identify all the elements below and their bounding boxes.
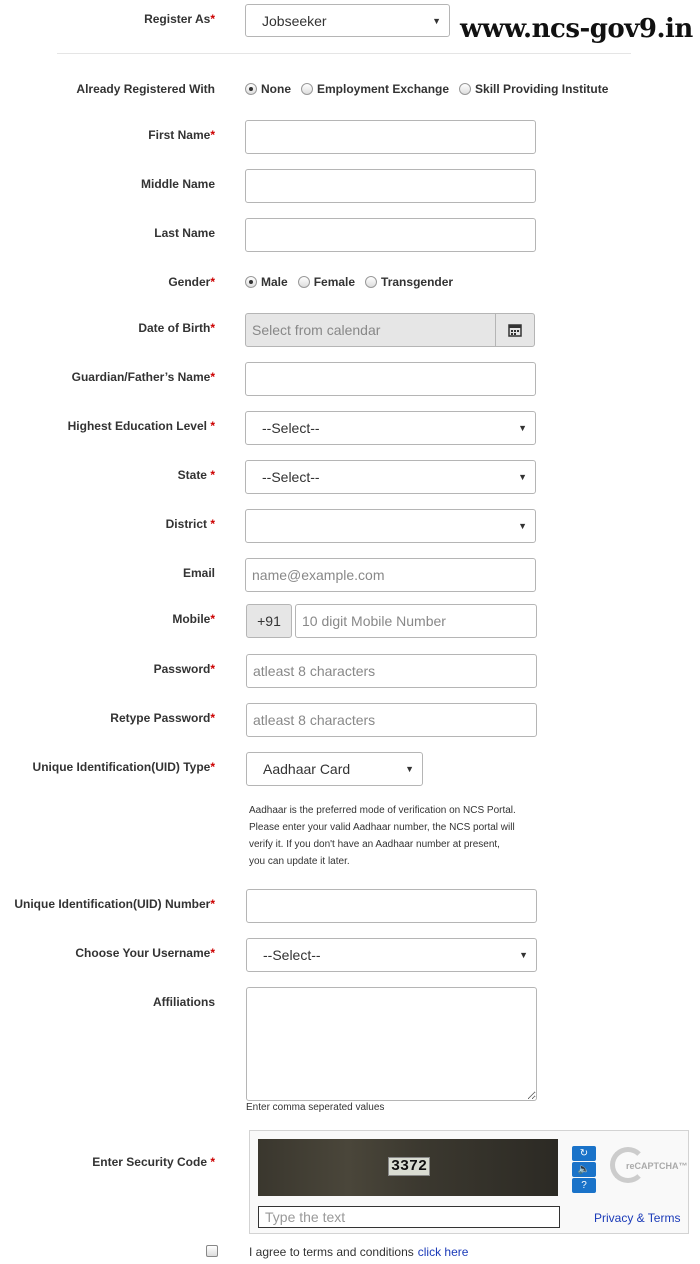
radio-male[interactable]: Male [245, 275, 288, 289]
calendar-icon [508, 323, 522, 337]
radio-button[interactable] [298, 276, 310, 288]
first-name-label: First Name* [148, 128, 215, 142]
radio-employment-exchange[interactable]: Employment Exchange [301, 82, 449, 96]
education-select[interactable] [245, 411, 536, 445]
radio-button[interactable] [245, 83, 257, 95]
register-as-value: Jobseeker [262, 12, 327, 29]
middle-name-label: Middle Name [140, 177, 215, 191]
chevron-down-icon: ▼ [519, 950, 528, 960]
uid-type-select[interactable] [246, 752, 423, 786]
education-value: --Select-- [262, 420, 320, 436]
affiliations-textarea[interactable] [246, 987, 537, 1101]
mobile-prefix: +91 [246, 604, 292, 638]
chevron-down-icon: ▼ [518, 423, 527, 433]
register-as-select[interactable] [245, 4, 450, 37]
radio-female[interactable]: Female [298, 275, 355, 289]
retype-password-label: Retype Password* [110, 711, 215, 725]
state-select[interactable] [245, 460, 536, 494]
radio-button[interactable] [245, 276, 257, 288]
district-select[interactable] [245, 509, 536, 543]
audio-icon[interactable]: 🔈 [572, 1162, 596, 1177]
mobile-input[interactable] [295, 604, 537, 638]
captcha-input[interactable] [258, 1206, 560, 1228]
privacy-terms-link[interactable]: Privacy & Terms [594, 1211, 681, 1225]
radio-button[interactable] [301, 83, 313, 95]
state-value: --Select-- [262, 469, 320, 485]
email-label: Email [182, 566, 215, 580]
state-label: State * [177, 468, 215, 482]
guardian-label: Guardian/Father’s Name* [71, 370, 215, 384]
uid-number-label: Unique Identification(UID) Number* [14, 897, 215, 911]
terms-checkbox[interactable] [206, 1245, 218, 1257]
password-input[interactable] [246, 654, 537, 688]
terms-link[interactable]: click here [417, 1245, 469, 1259]
username-select[interactable] [246, 938, 537, 972]
captcha-code: 3372 [388, 1157, 430, 1176]
username-label: Choose Your Username* [75, 946, 215, 960]
captcha-image [258, 1139, 558, 1196]
terms-text: I agree to terms and conditions click here [249, 1245, 469, 1259]
uid-type-value: Aadhaar Card [263, 761, 351, 777]
calendar-button[interactable] [495, 313, 535, 347]
help-icon[interactable]: ? [572, 1178, 596, 1193]
register-as-label: Register As* [144, 12, 215, 26]
retype-password-input[interactable] [246, 703, 537, 737]
uid-number-input[interactable] [246, 889, 537, 923]
email-input[interactable] [245, 558, 536, 592]
dob-input[interactable] [245, 313, 496, 347]
divider [57, 53, 631, 54]
gender-label: Gender* [168, 275, 215, 289]
username-value: --Select-- [263, 947, 321, 963]
chevron-down-icon: ▼ [518, 521, 527, 531]
password-label: Password* [153, 662, 215, 676]
radio-button[interactable] [459, 83, 471, 95]
middle-name-input[interactable] [245, 169, 536, 203]
chevron-down-icon: ▼ [432, 15, 441, 26]
affiliations-label: Affiliations [153, 995, 215, 1009]
gender-radio-group [245, 275, 463, 289]
uid-type-label: Unique Identification(UID) Type* [32, 760, 215, 774]
radio-none[interactable]: None [245, 82, 291, 96]
last-name-label: Last Name [154, 226, 215, 240]
first-name-input[interactable] [245, 120, 536, 154]
radio-button[interactable] [365, 276, 377, 288]
chevron-down-icon: ▼ [518, 472, 527, 482]
affiliations-hint: Enter comma seperated values [246, 1102, 385, 1113]
watermark: www.ncs-gov9.in [460, 14, 693, 44]
already-registered-radio-group [245, 82, 618, 96]
chevron-down-icon: ▼ [405, 764, 414, 774]
already-registered-label: Already Registered With [76, 82, 215, 96]
last-name-input[interactable] [245, 218, 536, 252]
district-label: District * [165, 517, 215, 531]
aadhaar-note: Aadhaar is the preferred mode of verification on NCS Portal. Please enter your valid Aadhaar number, the NCS portal will verify it. If you don't have an Aadhaar number at present, you can update it later. [249, 805, 516, 867]
refresh-icon[interactable]: ↻ [572, 1146, 596, 1161]
mobile-label: Mobile* [172, 612, 215, 626]
recaptcha-text: reCAPTCHA™ [626, 1161, 688, 1171]
guardian-input[interactable] [245, 362, 536, 396]
security-label: Enter Security Code * [92, 1155, 215, 1169]
captcha-widget [249, 1130, 689, 1234]
radio-transgender[interactable]: Transgender [365, 275, 453, 289]
education-label: Highest Education Level * [67, 419, 215, 433]
radio-skill-institute[interactable]: Skill Providing Institute [459, 82, 608, 96]
dob-label: Date of Birth* [138, 321, 215, 335]
